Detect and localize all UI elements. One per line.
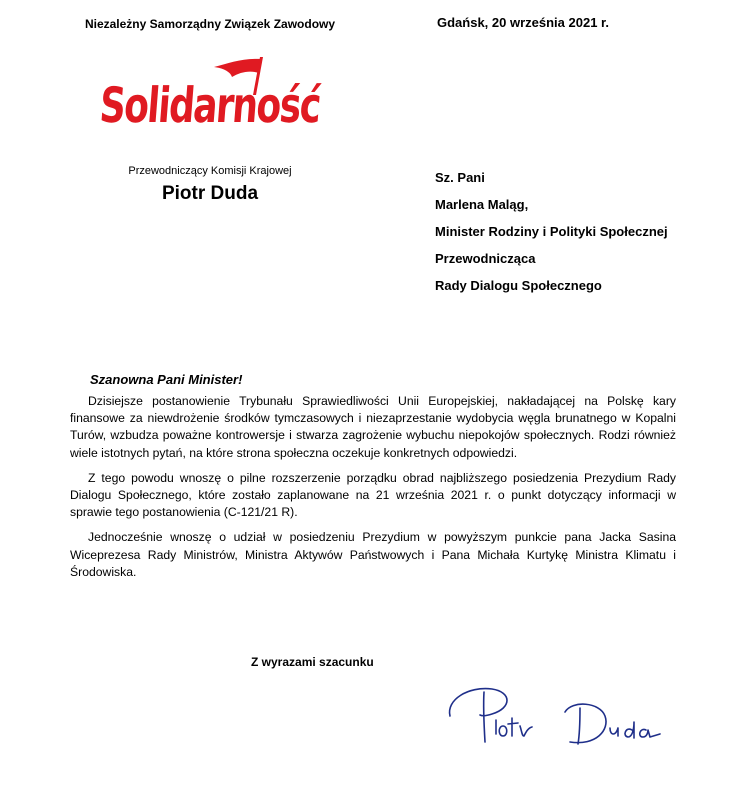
recipient-line: Sz. Pani <box>435 170 485 185</box>
place-date: Gdańsk, 20 września 2021 r. <box>437 15 609 30</box>
recipient-line: Minister Rodziny i Polityki Społecznej <box>435 224 668 239</box>
recipient-line: Przewodnicząca <box>435 251 536 266</box>
salutation: Szanowna Pani Minister! <box>90 372 243 387</box>
recipient-line: Rady Dialogu Społecznego <box>435 278 602 293</box>
body-paragraph: Jednocześnie wnoszę o udział w posiedzeniu Prezydium w powyższym punkcie pana Jacka Sasina Wiceprezesa Rady Ministrów, Ministra Aktywów Państwowych i Pana Michała Kurtykę Ministra Klimatu i Środowiska. <box>70 530 676 579</box>
solidarnosc-logo <box>97 55 322 145</box>
letter-body <box>70 393 676 589</box>
organization-name: Niezależny Samorządny Związek Zawodowy <box>84 17 336 31</box>
body-paragraph: Z tego powodu wnoszę o pilne rozszerzenie porządku obrad najbliższego posiedzenia Prezydium Rady Dialogu Społecznego, które zostało zaplanowane na 21 września 2021 r. o punkt dotyczący informacji w sprawie tego postanowienia (C-121/21 R). <box>70 470 676 520</box>
handwritten-signature <box>440 680 670 760</box>
logo-wordmark: Solidarność <box>97 79 322 135</box>
closing: Z wyrazami szacunku <box>251 655 374 669</box>
recipient-line: Marlena Maląg, <box>435 197 529 212</box>
recipient-block <box>435 169 735 304</box>
sender-name: Piotr Duda <box>161 183 259 204</box>
body-paragraph: Dzisiejsze postanowienie Trybunału Sprawiedliwości Unii Europejskiej, nakładającej na Polskę kary finansowe za niewdrożenie środków tymczasowych i niezaprzestanie wydobycia węgla brunatnego w Kopalni Turów, wzbudza poważne kontrowersje i stwarza zagrożenie wybuchu niepokojów społecznych. Rodzi również wiele istotnych pytań, na które strona społeczna oczekuje konkretnych odpowiedzi. <box>70 394 676 460</box>
sender-title: Przewodniczący Komisji Krajowej <box>128 165 292 177</box>
